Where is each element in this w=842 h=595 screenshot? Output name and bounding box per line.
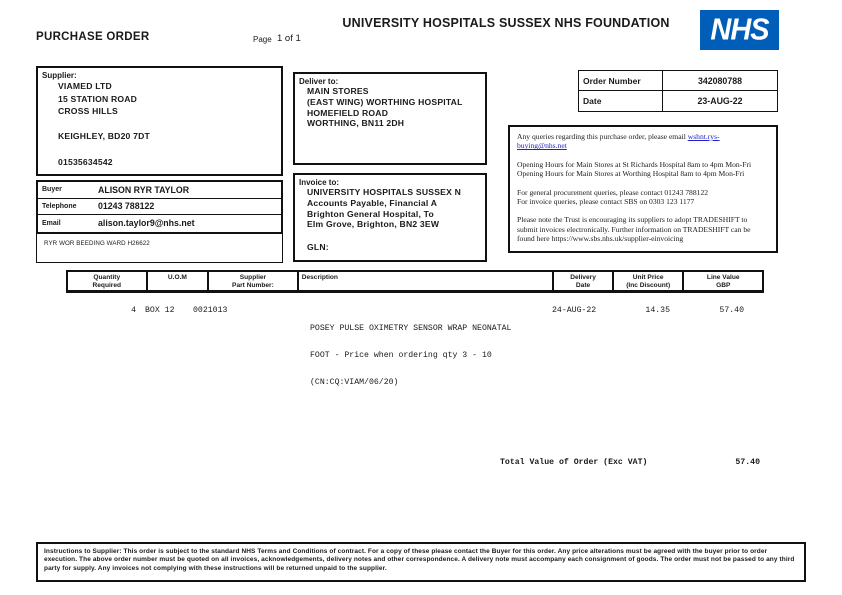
col-header-line-value: Line Value GBP (706, 274, 740, 289)
supplier-address-line: CROSS HILLS (58, 106, 118, 117)
page-number: 1 of 1 (277, 33, 301, 44)
invoice-to-label: Invoice to: (299, 178, 340, 187)
order-number-label: Order Number (579, 71, 663, 90)
invoice-address-line: Elm Grove, Brighton, BN2 3EW (307, 219, 440, 230)
telephone-value: 01243 788122 (98, 201, 155, 212)
supplier-address-line (38, 143, 281, 156)
telephone-label: Telephone (42, 202, 77, 210)
procurement-queries-line: For general procurement queries, please contact 01243 788122 (517, 187, 709, 197)
instructions-text: Instructions to Supplier: This order is subject to the standard NHS Terms and Conditions of contract. For a copy of these please contact the Buyer for this order. Any price alterations must be agreed with the buyer prior to order execution. The above order number must be quoted on all invoices, acknowledgements, delivery notes and other correspondence. A delivery note must accompany each consignment of goods. The order must not be passed to any third party for supply. Any invoices not complying with these instructions will be returned unpaid to the supplier. (44, 548, 795, 572)
deliver-to-label: Deliver to: (299, 77, 339, 86)
total-value-label: Total Value of Order (Exc VAT) (500, 458, 648, 467)
invoice-queries-line: For invoice queries, please contact SBS on 0303 123 1177 (517, 197, 695, 207)
deliver-address-line: WORTHING, BN11 2DH (307, 118, 405, 129)
col-header-description: Description (299, 272, 555, 290)
queries-text: Any queries regarding this purchase order, please email (517, 132, 688, 141)
ward-reference: RYR WOR BEEDING WARD H26622 (44, 240, 150, 247)
invoice-address-line: UNIVERSITY HOSPITALS SUSSEX N (307, 187, 461, 197)
supplier-address-line: 15 STATION ROAD (58, 93, 138, 104)
deliver-address-line: MAIN STORES (307, 86, 369, 96)
supplier-label: Supplier: (42, 71, 77, 80)
gln-label: GLN: (307, 242, 329, 253)
supplier-address-line: VIAMED LTD (58, 81, 112, 91)
item-description (310, 306, 511, 405)
opening-hours-line: Opening Hours for Main Stores at Worthing Hospital 8am to 4pm Mon-Fri (517, 169, 745, 179)
item-description-line: (CN:CQ:VIAM/06/20) (310, 378, 399, 387)
order-date-value: 23-AUG-22 (697, 96, 743, 106)
queries-email-link[interactable]: wshnt.rys-buying@nhs.net (517, 132, 720, 151)
email-row (38, 215, 281, 232)
supplier-address-line: KEIGHLEY, BD20 7DT (58, 131, 150, 142)
deliver-address-line: (EAST WING) WORTHING HOSPITAL (307, 96, 463, 107)
item-line-value: 57.40 (719, 306, 744, 315)
contact-paragraph (517, 188, 769, 207)
item-description-line: POSEY PULSE OXIMETRY SENSOR WRAP NEONATAL (310, 324, 512, 333)
tradeshift-paragraph: Please note the Trust is encouraging its suppliers to adopt TRADESHIFT to submit invoices electronically. Further information on TRADESHIFT can be found here https://www.sbs.nhs.uk/supplier-einvoicing (517, 215, 751, 244)
order-info-table (578, 70, 778, 112)
supplier-phone: 01535634542 (58, 156, 113, 167)
order-number-value: 342080788 (697, 75, 743, 86)
items-table-header (66, 270, 764, 293)
deliver-to-box (293, 72, 487, 165)
page-label: Page (253, 35, 272, 44)
buyer-name: ALISON RYR TAYLOR (98, 184, 190, 195)
instructions-box (36, 542, 806, 582)
nhs-logo-text: NHS (710, 12, 769, 47)
reference-box (36, 233, 283, 263)
email-value: alison.taylor9@nhs.net (98, 218, 195, 229)
email-label: Email (42, 219, 61, 227)
invoice-address-line: Brighton General Hospital, To (307, 208, 434, 219)
buyer-table (36, 180, 283, 234)
queries-paragraph (517, 132, 769, 151)
opening-hours-paragraph (517, 160, 769, 179)
item-part-number: 0021013 (193, 306, 228, 315)
total-value-amount: 57.40 (735, 458, 760, 467)
telephone-row (38, 199, 281, 216)
item-quantity: 4 (131, 306, 136, 315)
invoice-to-box (293, 173, 487, 262)
supplier-box (36, 66, 283, 176)
item-uom: BOX 12 (145, 306, 175, 315)
item-unit-price: 14.35 (645, 306, 670, 315)
col-header-unit-price: Unit Price (Inc Discount) (614, 272, 685, 290)
deliver-address-line: HOMEFIELD ROAD (307, 107, 389, 118)
item-delivery-date: 24-AUG-22 (552, 306, 597, 315)
opening-hours-line: Opening Hours for Main Stores at St Richards Hospital 8am to 4pm Mon-Fri (517, 159, 752, 169)
supplier-address-line (38, 118, 281, 131)
nhs-logo (700, 10, 779, 50)
item-description-line: FOOT - Price when ordering qty 3 - 10 (310, 351, 492, 360)
invoice-address-line: Accounts Payable, Financial A (307, 197, 438, 208)
col-header-uom: U.O.M (148, 272, 210, 290)
notes-box (508, 125, 778, 253)
col-header-delivery-date: Delivery Date (554, 272, 614, 290)
buyer-label: Buyer (42, 186, 62, 194)
document-title: PURCHASE ORDER (36, 31, 150, 43)
organisation-title: UNIVERSITY HOSPITALS SUSSEX NHS FOUNDATION (342, 16, 670, 30)
order-date-row (579, 91, 777, 111)
buyer-row (38, 182, 281, 199)
order-date-label: Date (579, 91, 663, 111)
col-header-part-number: Supplier Part Number: (209, 272, 298, 290)
col-header-quantity: Quantity Required (68, 272, 148, 290)
order-number-row (579, 71, 777, 91)
